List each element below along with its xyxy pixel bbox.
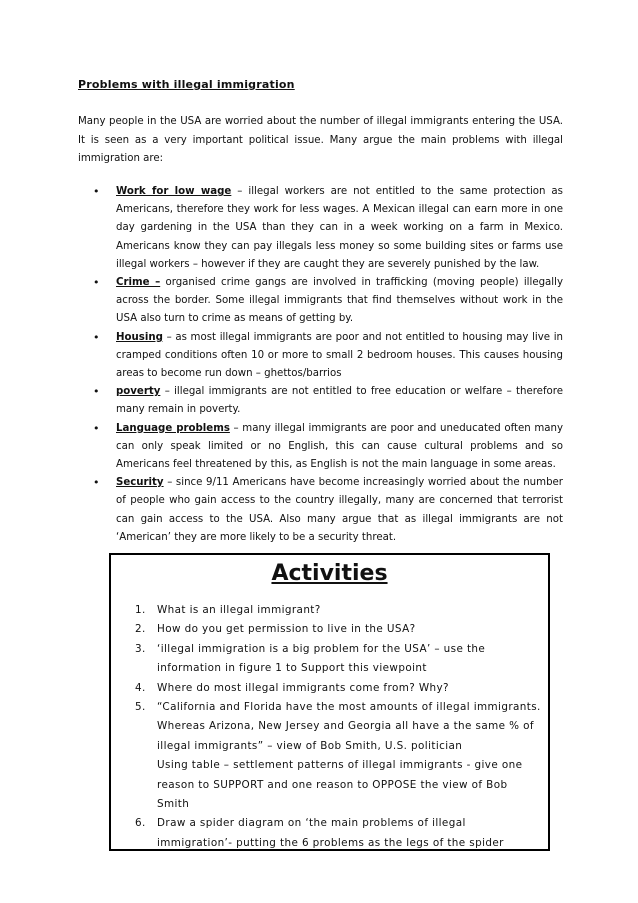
bullet-icon: • (93, 276, 100, 290)
activity-item (111, 814, 541, 853)
problem-term: Security (116, 477, 164, 489)
activity-item (111, 679, 541, 698)
activity-number: 2. (135, 623, 146, 636)
document-heading: Problems with illegal immigration (78, 78, 295, 91)
problem-term: Crime – (116, 277, 161, 289)
activity-text: How do you get permission to live in the USA? (157, 623, 416, 636)
problem-text: organised crime gangs are involved in trafficking (moving people) illegally across the border. Some illegal immigrants that find themselves without work in the USA also turn to crime as means of getting by. (116, 277, 563, 325)
bullet-icon: • (93, 421, 100, 435)
problem-text: – illegal workers are not entitled to the same protection as Americans, therefore they work for less wages. A Mexican illegal can earn more in one day gardening in the USA than they can in a week working on a farm in Mexico. Americans know they can pay illegals less money so some building sites or farms use illegal workers – however if they are caught they are severely punished by the law. (116, 186, 563, 270)
activity-number: 6. (135, 817, 146, 830)
problem-text: – illegal immigrants are not entitled to free education or welfare – therefore many remain in poverty. (116, 386, 563, 416)
activity-number: 3. (135, 642, 146, 655)
activities-title: Activities (271, 561, 388, 586)
activity-text: What is an illegal immigrant? (157, 604, 321, 616)
problem-text: – as most illegal immigrants are poor and not entitled to housing may live in cramped conditions often 10 or more to small 2 bedroom houses. This causes housing areas to become run down – ghettos/barrios (116, 331, 563, 380)
problem-item-security (78, 474, 563, 547)
bullet-icon: • (93, 385, 100, 399)
problem-term: Work for low wage (116, 186, 232, 197)
activity-number: 5. (135, 701, 146, 714)
activity-item (111, 698, 541, 814)
activity-text: ‘illegal immigration is a big problem for the USA’ – use the information in figure 1 to Support this viewpoint (157, 642, 486, 675)
bullet-icon: • (93, 185, 100, 198)
activity-number: 4. (135, 681, 146, 694)
problem-item-work (78, 183, 563, 274)
problem-item-language (78, 420, 563, 475)
activity-item (111, 620, 541, 639)
problem-text: – since 9/11 Americans have become increasingly worried about the number of people who gain access to the country illegally, many are concerned that terrorist can gain access to the USA. Also many argue that as illegal immigrants are not ‘American’ they are more likely to be a security threat. (116, 477, 563, 543)
activity-text: Draw a spider diagram on ‘the main problems of illegal immigration’- putting the 6 problems as the legs of the spider (157, 817, 504, 849)
problem-term: Language problems (116, 422, 230, 434)
problem-item-crime (78, 274, 563, 329)
problem-text: – many illegal immigrants are poor and uneducated often many can only speak limited or no English, this can cause cultural problems and so Americans feel threatened by this, as English is not the main language in some areas. (116, 422, 563, 471)
activity-text: “California and Florida have the most amounts of illegal immigrants. Whereas Arizona, New Jersey and Georgia all have a the same % of illegal immigrants” – view of Bob Smith, U.S. politician (157, 701, 541, 752)
activity-item (111, 601, 541, 620)
activities-list (111, 601, 541, 853)
activity-item (111, 640, 541, 679)
activity-extra-text: Using table – settlement patterns of illegal immigrants - give one reason to SUPPORT and one reason to OPPOSE the view of Bob Smith (157, 759, 523, 811)
problems-list (78, 183, 563, 547)
problem-item-housing (78, 329, 563, 384)
activity-text: Where do most illegal immigrants come from? Why? (157, 681, 449, 694)
intro-paragraph: Many people in the USA are worried about the number of illegal immigrants entering the USA. It is seen as a very important political issue. Many argue the main problems with illegal immigration are: (78, 116, 563, 164)
activity-number: 1. (135, 604, 146, 616)
problem-term: Housing (116, 331, 163, 343)
activities-box (109, 553, 550, 851)
problem-term: poverty (116, 386, 161, 398)
problem-item-poverty (78, 383, 563, 419)
bullet-icon: • (93, 330, 100, 344)
bullet-icon: • (93, 476, 100, 490)
